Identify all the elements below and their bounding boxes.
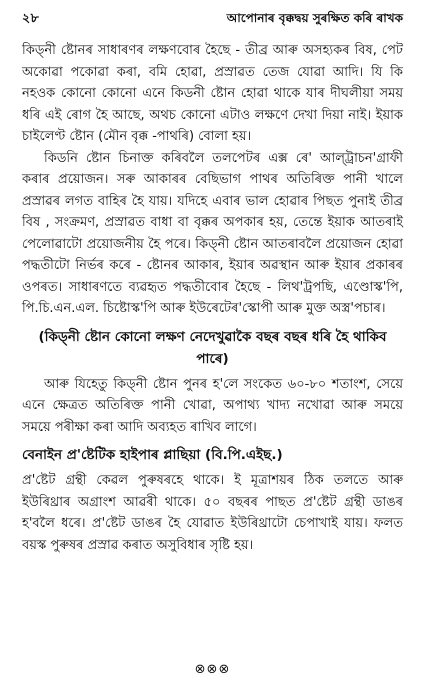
paragraph-diagnosis-treatment: কিডনি ষ্টোন চিনাক্ত কৰিবলৈ তলপেটৰ এক্স ৰে' আল্‌ট্ৰাচন'গ্ৰাফী কৰাৰ প্ৰয়োজন। সৰু আকাৰৰ বেছিভাগ পাথৰ অতিৰিক্ত পানী খালে প্ৰস্ৰাৱৰ লগত বাহিৰ হৈ যায়। যদিহে এবাৰ ভাল হোৱাৰ পিছত পুনাই তীব্ৰ বিষ , সংক্ৰমণ, প্ৰস্ৰাৱত বাধা বা বৃক্কৰ অপকাৰ হয়, তেন্তে ইয়াক আতৰাই পেলোৱাটো প্ৰয়োজনীয় হৈ পৰে। কিড্‌নী ষ্টোন আতৰাবলৈ প্ৰয়োজন হোৱা পদ্ধতীটো নিৰ্ভৰ কৰে - ষ্টোনৰ আকাৰ, ইয়াৰ অৱস্থান আৰু ইয়াৰ প্ৰকাৰৰ ওপৰত। সাধাৰণতে ব্যৱহৃত পদ্ধতীবোৰ হৈছে - লিথ'ট্ৰপছি, এণ্ডোস্ক'পি, পি.চি.এন.এল. চিষ্টোস্ক'পি আৰু ইউৰেটেৰ'স্কোপী আৰু মুক্ত অস্ত্ৰ'পচাৰ।	[22, 150, 403, 316]
section-heading-silent-stone: (কিড্‌নী ষ্টোন কোনো লক্ষণ নেদেখুৱাকৈ বছৰ বছৰ ধৰি হৈ থাকিব পাৰে)	[38, 328, 387, 367]
paragraph-recurrence: আৰু যিহেতু কিড্‌নী ষ্টোন পুনৰ হ'লে সংকেত ৬০-৮০ শতাংশ, সেয়ে এনে ক্ষেত্ৰত অতিৰিক্ত পানী খোৱা, অপাথ্য খাদ্য নখোৱা আৰু সময়ে সময়ে পৰীক্ষা কৰা আদি অব্যহত ৰাখিব লাগে।	[22, 376, 403, 435]
section-heading-bph: বেনাইন প্ৰ'ষ্টেটিক হাইপাৰ প্লাছিয়া (বি.পি.এইছ.)	[22, 447, 283, 463]
running-title: আপোনাৰ বৃক্কদ্বয় সুৰক্ষিত কৰি ৰাখক	[226, 11, 403, 25]
body-text	[22, 40, 403, 556]
page-number: ২৮	[22, 10, 40, 25]
paragraph-prostate: প্ৰ'ষ্টেট গ্ৰন্থী কেৱল পুৰুষৰহে থাকে। ই মূত্ৰাশয়ৰ ঠিক তলতে আৰু ইউৰিথ্ৰাৰ অগ্ৰাংশ আৱৰী থাকে। ৫০ বছৰৰ পাছত প্ৰ'ষ্টেট গ্ৰন্থী ডাঙৰ হ'বলৈ ধৰে। প্ৰ'ষ্টেট ডাঙৰ হৈ যোৱাত ইউৰিথ্ৰাটো চেপাখাই যায়। ফলত বয়স্ক পুৰুষৰ প্ৰস্ৰাৱ কৰাত অসুবিধাৰ সৃষ্টি হয়।	[22, 473, 403, 553]
end-ornament: ⊗⊗⊗	[194, 662, 231, 677]
paragraph-symptoms: কিড্‌নী ষ্টোনৰ সাধাৰণৰ লক্ষণবোৰ হৈছে - তীব্ৰ আৰু অসহ্যকৰ বিষ, পেট অকোৱা পকোৱা কৰা, বমি হোৱা, প্ৰস্ৰাৱত তেজ যোৱা আদি। যি কি নহওক কোনো কোনো এনে কিডনী ষ্টোন হোৱা থাকে যাৰ দীঘলীয়া সময় ধৰি এই ৰোগ হৈ আছে, অথচ কোনো এটাও লক্ষণে দেখা দিয়া নাই। ইয়াক চাইলেণ্ট ষ্টোন (মৌন বৃক্ক -পাথৰি) বোলা হয়।	[22, 43, 403, 144]
page-header	[22, 6, 403, 32]
